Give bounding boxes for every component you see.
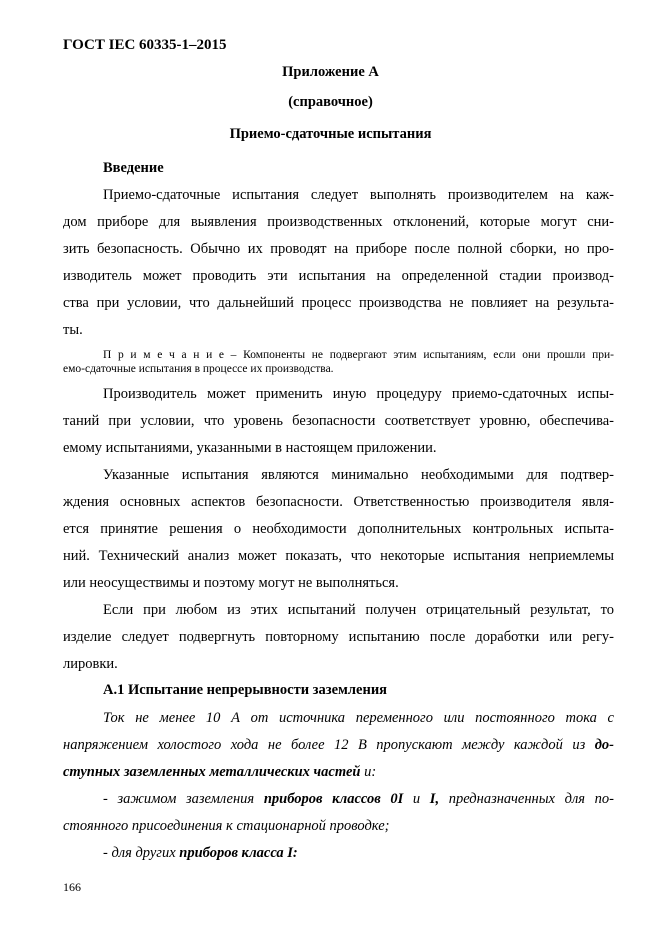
paragraph-line: Указанные испытания являются минимально необходимыми для подтвер- — [103, 467, 614, 483]
paragraph-line: таний при условии, что уровень безопасности соответствует уровню, обеспечива- — [63, 413, 614, 429]
paragraph-line: Если при любом из этих испытаний получен отрицательный результат, то — [103, 602, 614, 618]
term-bold: приборов классов 0I — [263, 791, 404, 807]
paragraph-line: зить безопасность. Обычно их проводят на приборе после полной сборки, но про- — [63, 241, 614, 257]
text-run: и: — [360, 764, 377, 780]
paragraph-line: лировки. — [63, 656, 118, 672]
section-a1-line — [63, 736, 614, 754]
section-a1-line: Ток не менее 10 А от источника переменного или постоянного тока с — [103, 710, 614, 726]
paragraph-line: емому испытаниями, указанными в настоящем приложении. — [63, 440, 437, 456]
document-header: ГОСТ IEC 60335-1–2015 — [63, 37, 227, 53]
note-line: П р и м е ч а н и е – Компоненты не подвергают этим испытаниям, если они прошли при- — [103, 349, 614, 361]
text-run: и — [403, 791, 430, 807]
note-line: емо-сдаточные испытания в процессе их производства. — [63, 363, 334, 375]
bullet-line: стоянного присоединения к стационарной проводке; — [63, 818, 390, 834]
section-a1-line — [63, 763, 614, 781]
term-bold: до- — [594, 737, 614, 753]
term-bold: приборов класса I: — [179, 845, 298, 861]
paragraph-line: или неосуществимы и поэтому могут не выполняться. — [63, 575, 399, 591]
text-run: напряжением холостого хода не более 12 В пропускают между каждой из — [63, 737, 595, 753]
text-run: - для других — [103, 845, 180, 861]
appendix-title: Приложение А — [282, 64, 379, 80]
bullet-line — [103, 790, 614, 808]
paragraph-line: ется принятие решения о необходимости дополнительных контрольных испыта- — [63, 521, 614, 537]
paragraph-line: ждения основных аспектов безопасности. Ответственностью производителя явля- — [63, 494, 614, 510]
text-run: - зажимом заземления — [103, 791, 264, 807]
paragraph-line: изделие следует подвергнуть повторному испытанию после доработки или регу- — [63, 629, 614, 645]
paragraph-line: ний. Технический анализ может показать, что некоторые испытания неприемлемы — [63, 548, 614, 564]
appendix-heading: Приемо-сдаточные испытания — [229, 126, 432, 142]
page-number: 166 — [63, 880, 81, 894]
paragraph-line: дом приборе для выявления производственных отклонений, которые могут сни- — [63, 214, 614, 230]
term-bold: I, — [429, 791, 440, 807]
intro-heading: Введение — [103, 160, 164, 176]
text-run: предназначенных для по- — [439, 791, 615, 807]
paragraph-line: Приемо-сдаточные испытания следует выполнять производителем на каж- — [103, 187, 614, 203]
section-a1-heading: А.1 Испытание непрерывности заземления — [103, 682, 388, 698]
bullet-line — [103, 844, 614, 862]
paragraph-line: Производитель может применить иную процедуру приемо-сдаточных испы- — [103, 386, 614, 402]
term-bold: ступных заземленных металлических частей — [63, 764, 361, 780]
paragraph-line: ты. — [63, 322, 83, 338]
paragraph-line: ства при условии, что дальнейший процесс производства не повлияет на результа- — [63, 295, 614, 311]
appendix-subtitle: (справочное) — [288, 94, 373, 110]
paragraph-line: изводитель может проводить эти испытания на определенной стадии производ- — [63, 268, 614, 284]
